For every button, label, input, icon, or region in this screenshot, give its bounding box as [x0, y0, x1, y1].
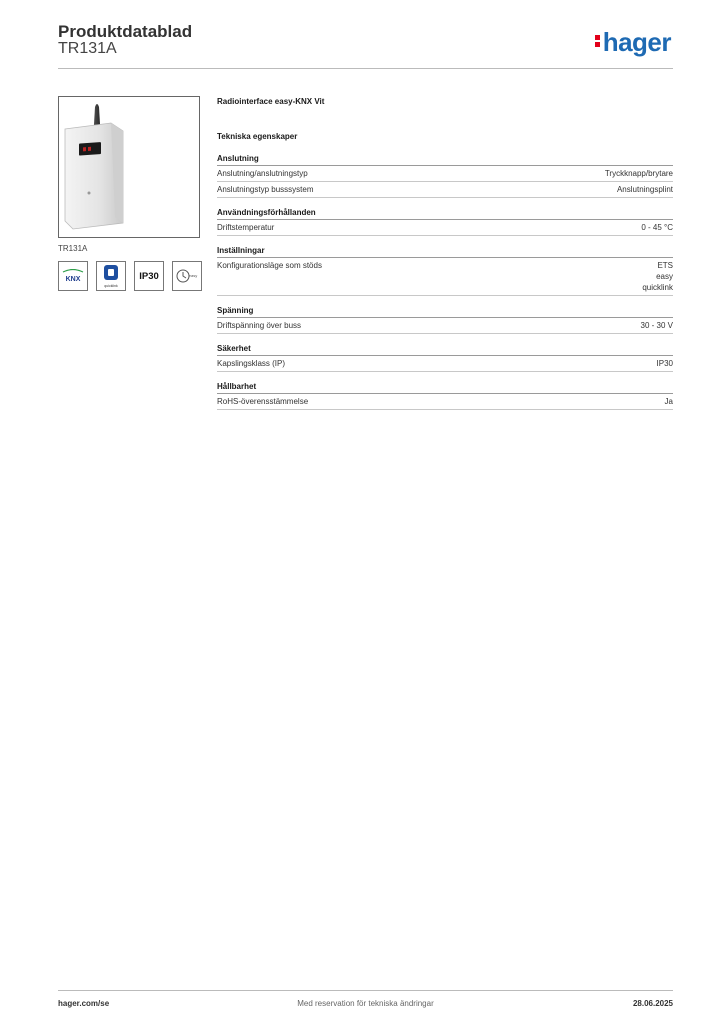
- spec-group-title: Anslutning: [217, 154, 673, 166]
- spec-value-list: [642, 260, 673, 293]
- footer-date: 28.06.2025: [632, 999, 673, 1008]
- spec-group-installningar: [217, 246, 673, 296]
- spec-label: Anslutningstyp busssystem: [217, 185, 314, 194]
- spec-group-title: Spänning: [217, 306, 673, 318]
- spec-value: Anslutningsplint: [616, 185, 673, 194]
- spec-row: [217, 182, 673, 198]
- spec-value: quicklink: [642, 283, 673, 292]
- spec-row: [217, 220, 673, 236]
- product-image-caption: TR131A: [58, 244, 88, 253]
- easy-icon: [175, 266, 199, 286]
- quicklink-badge: [96, 261, 126, 291]
- footer-website-link[interactable]: hager.com/se: [58, 999, 110, 1008]
- spec-group-title: Inställningar: [217, 246, 673, 258]
- product-name: Radiointerface easy-KNX Vit: [217, 97, 325, 106]
- ip30-badge: IP30: [134, 261, 164, 291]
- product-image: [58, 96, 200, 238]
- spec-row: [217, 318, 673, 334]
- product-code: TR131A: [58, 40, 117, 57]
- spec-label: RoHS-överensstämmelse: [217, 397, 309, 406]
- footer-disclaimer: Med reservation för tekniska ändringar: [297, 999, 434, 1008]
- spec-value: 0 - 45 °C: [641, 223, 673, 232]
- spec-value: easy: [656, 272, 673, 281]
- spec-value: 30 - 30 V: [640, 321, 673, 330]
- footer-divider: [58, 990, 673, 991]
- spec-group-anvandningsforhallanden: [217, 208, 673, 236]
- page-header: [58, 22, 673, 68]
- spec-group-title: Säkerhet: [217, 344, 673, 356]
- spec-group-anslutning: [217, 154, 673, 198]
- spec-value: IP30: [656, 359, 673, 368]
- spec-label: Driftstemperatur: [217, 223, 275, 232]
- logo-dots-icon: [595, 33, 601, 49]
- spec-group-hallbarhet: [217, 382, 673, 410]
- spec-value: ETS: [657, 261, 673, 270]
- spec-label: Driftspänning över buss: [217, 321, 302, 330]
- spec-content: [217, 96, 673, 410]
- quicklink-badge-label: quicklink: [104, 284, 118, 288]
- spec-group-title: Hållbarhet: [217, 382, 673, 394]
- header-divider: [58, 68, 673, 69]
- spec-row: [217, 258, 673, 296]
- quicklink-icon: [99, 263, 123, 289]
- spec-row: [217, 394, 673, 410]
- section-title: Tekniska egenskaper: [217, 132, 298, 141]
- knx-badge: [58, 261, 88, 291]
- hager-logo: [595, 27, 671, 58]
- document-title: Produktdatablad: [58, 22, 193, 41]
- knx-badge-label: KNX: [65, 276, 81, 283]
- spec-value: Tryckknapp/brytare: [604, 169, 673, 178]
- easy-badge: [172, 261, 202, 291]
- spec-row: [217, 356, 673, 372]
- spec-group-spanning: [217, 306, 673, 334]
- easy-badge-label: easy: [188, 273, 198, 278]
- receiver-device-icon: [59, 97, 199, 237]
- spec-label: Anslutning/anslutningstyp: [217, 169, 308, 178]
- spec-row: [217, 166, 673, 182]
- certification-badges: [58, 261, 202, 291]
- spec-group-title: Användningsförhållanden: [217, 208, 673, 220]
- spec-group-sakerhet: [217, 344, 673, 372]
- spec-value: Ja: [664, 397, 673, 406]
- spec-label: Kapslingsklass (IP): [217, 359, 286, 368]
- spec-label: Konfigurationsläge som stöds: [217, 261, 322, 270]
- logo-text: hager: [602, 27, 671, 57]
- knx-icon: [61, 269, 85, 283]
